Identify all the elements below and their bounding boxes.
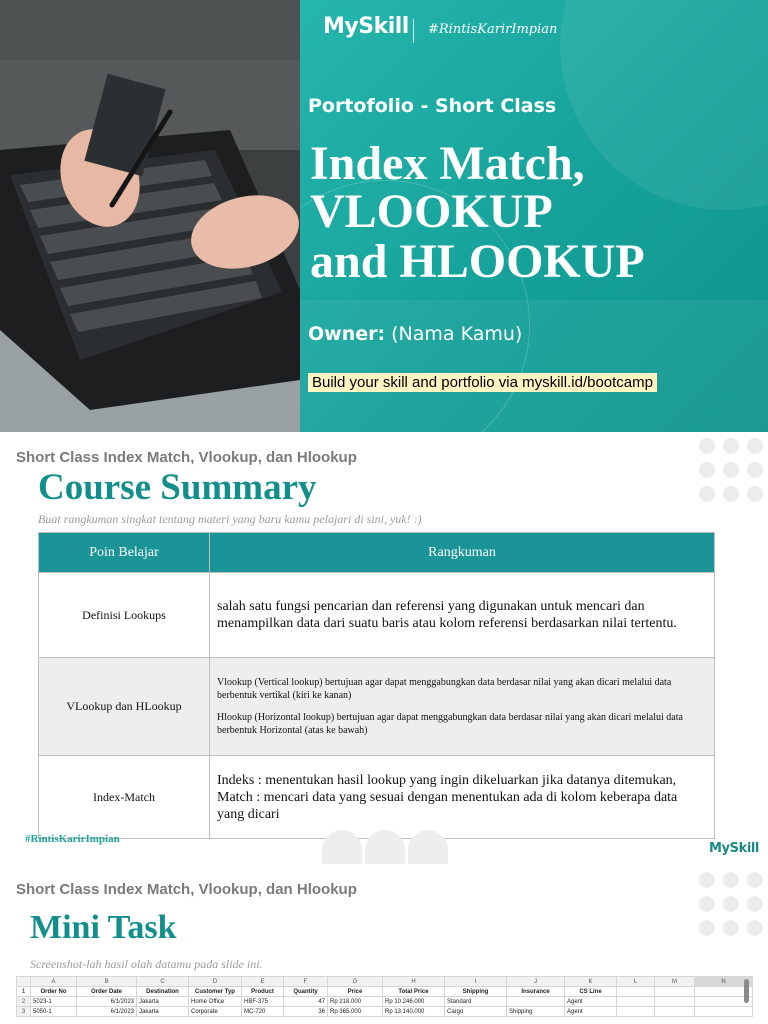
sheet-cell: Rp 218.000 <box>328 997 383 1007</box>
sheet-cell: 5050-1 <box>31 1007 77 1017</box>
sheet-cell: Standard <box>445 997 507 1007</box>
sheet-cell: Agent <box>565 1007 617 1017</box>
cover-photo-laptop-typing <box>0 0 300 432</box>
table-row <box>39 573 715 658</box>
sheet-header-cell: Total Price <box>383 987 445 997</box>
sheet-cell <box>655 1007 695 1017</box>
course-summary-slide <box>0 432 768 864</box>
sheet-cell: Rp 365.000 <box>328 1007 383 1017</box>
sheet-cell <box>617 1007 655 1017</box>
slide-title: Course Summary <box>38 467 317 508</box>
point-cell: VLookup dan HLookup <box>39 658 210 756</box>
summary-paragraph: salah satu fungsi pencarian dan referensi yang digunakan untuk mencari dan menampilkan data dari suatu baris atau kolom referensi berdasarkan nilai tertentu. <box>217 599 677 631</box>
sheet-cell: Rp 13.140.000 <box>383 1007 445 1017</box>
summary-table <box>38 532 715 839</box>
decorative-circle <box>560 0 768 210</box>
logo-divider <box>413 19 414 43</box>
column-letter: A <box>31 977 77 987</box>
sheet-cell: 6/1/2023 <box>77 1007 137 1017</box>
sheet-header-cell: Shipping <box>445 987 507 997</box>
row-number: 1 <box>17 987 31 997</box>
laptop-illustration <box>0 0 300 432</box>
summary-paragraph: Vlookup (Vertical lookup) bertujuan agar dapat menggabungkan data berdasar nilai yang akan dicari melalui data berbentuk vertikal (kiri ke kanan) <box>217 677 672 701</box>
sheet-cell: 6/1/2023 <box>77 997 137 1007</box>
footer-hashtag: #RintisKarirImpian <box>25 833 120 845</box>
sheet-cell <box>695 1007 753 1017</box>
cover-hashtag: #RintisKarirImpian <box>428 22 558 37</box>
decorative-dot-grid <box>699 438 763 502</box>
column-letter: J <box>507 977 565 987</box>
sheet-header-cell: Product <box>242 987 284 997</box>
slide-title: Mini Task <box>30 909 177 946</box>
column-letter: G <box>328 977 383 987</box>
decorative-band <box>300 300 768 432</box>
summary-paragraph: Hlookup (Horizontal lookup) bertujuan agar dapat menggabungkan data berdasar nilai yang akan dicari melalui data berbentuk Horizontal (atas ke bawah) <box>217 712 683 736</box>
cover-owner <box>308 323 522 345</box>
column-letter: N <box>695 977 753 987</box>
summary-paragraph: Indeks : menentukan hasil lookup yang ingin dikeluarkan jika datanya ditemukan, Match : mencari data yang sesuai dengan menentukan ada di kolom keberapa data yang dicari <box>217 772 678 822</box>
column-letter: C <box>137 977 189 987</box>
sheet-header-cell: CS Line <box>565 987 617 997</box>
sheet-cell <box>655 997 695 1007</box>
myskill-logo: MySkill <box>709 841 759 856</box>
sheet-cell <box>507 997 565 1007</box>
cover-title-line-3: and HLOOKUP <box>310 235 645 288</box>
owner-label: Owner: <box>308 323 386 345</box>
sheet-header-cell: Quantity <box>284 987 328 997</box>
mini-task-slide <box>0 864 768 1024</box>
sheet-data-row <box>17 1007 753 1017</box>
row-number: 2 <box>17 997 31 1007</box>
owner-value: (Nama Kamu) <box>391 323 523 345</box>
sheet-cell: HBF-375 <box>242 997 284 1007</box>
column-letter: I <box>445 977 507 987</box>
table-row <box>39 658 715 756</box>
column-letter: H <box>383 977 445 987</box>
cover-title-line-2: VLOOKUP <box>310 185 553 238</box>
sheet-header-cell: Price <box>328 987 383 997</box>
sheet-header-cell <box>617 987 655 997</box>
slide-subtitle: Buat rangkuman singkat tentang materi yang baru kamu pelajari di sini, yuk! :) <box>38 512 422 526</box>
column-letter: M <box>655 977 695 987</box>
cover-slide <box>0 0 768 432</box>
summary-cell <box>210 573 715 658</box>
summary-cell <box>210 756 715 839</box>
table-header-row <box>39 533 715 573</box>
point-cell: Definisi Lookups <box>39 573 210 658</box>
cover-subtitle: Portofolio - Short Class <box>308 95 557 117</box>
column-letter: D <box>189 977 242 987</box>
sheet-header-cell: Order No <box>31 987 77 997</box>
sheet-cell: Agent <box>565 997 617 1007</box>
sheet-header-cell: Insurance <box>507 987 565 997</box>
slide-header: Short Class Index Match, Vlookup, dan Hlookup <box>16 881 357 898</box>
sheet-cell: Shipping <box>507 1007 565 1017</box>
sheet-cell: Home Office <box>189 997 242 1007</box>
column-header-summary: Rangkuman <box>210 533 715 573</box>
sheet-cell: 5023-1 <box>31 997 77 1007</box>
slide-subtitle: Screenshot-lah hasil olah datamu pada slide ini. <box>30 957 263 971</box>
sheet-header-cell <box>655 987 695 997</box>
sheet-data-row <box>17 997 753 1007</box>
sheet-header-cell: Order Date <box>77 987 137 997</box>
column-letter-row <box>17 977 753 987</box>
column-header-point: Poin Belajar <box>39 533 210 573</box>
column-letter: B <box>77 977 137 987</box>
summary-cell <box>210 658 715 756</box>
column-letter: F <box>284 977 328 987</box>
sheet-scrollbar[interactable] <box>744 979 749 1003</box>
sheet-cell: 47 <box>284 997 328 1007</box>
bootcamp-banner: Build your skill and portfolio via myskill.id/bootcamp <box>308 373 657 392</box>
sheet-header-cell: Destination <box>137 987 189 997</box>
column-letter: K <box>565 977 617 987</box>
sheet-cell: Jakarta <box>137 1007 189 1017</box>
slide-header: Short Class Index Match, Vlookup, dan Hlookup <box>16 449 357 466</box>
row-number: 3 <box>17 1007 31 1017</box>
decorative-dot-grid <box>699 872 763 936</box>
point-cell: Index-Match <box>39 756 210 839</box>
sheet-cell: Rp 10.246.000 <box>383 997 445 1007</box>
corner-cell <box>17 977 31 987</box>
sheet-header-cell: Customer Typ <box>189 987 242 997</box>
sheet-cell: Cargo <box>445 1007 507 1017</box>
sheet-cell: Corporate <box>189 1007 242 1017</box>
column-letter: L <box>617 977 655 987</box>
spreadsheet-screenshot <box>16 976 753 1017</box>
myskill-logo: MySkill <box>323 14 409 39</box>
sheet-header-row <box>17 987 753 997</box>
cover-title-line-1: Index Match, <box>310 137 585 190</box>
sheet-cell: Jakarta <box>137 997 189 1007</box>
table-row <box>39 756 715 839</box>
sheet-cell <box>617 997 655 1007</box>
sheet-cell: MC-720 <box>242 1007 284 1017</box>
sheet-cell: 36 <box>284 1007 328 1017</box>
column-letter: E <box>242 977 284 987</box>
